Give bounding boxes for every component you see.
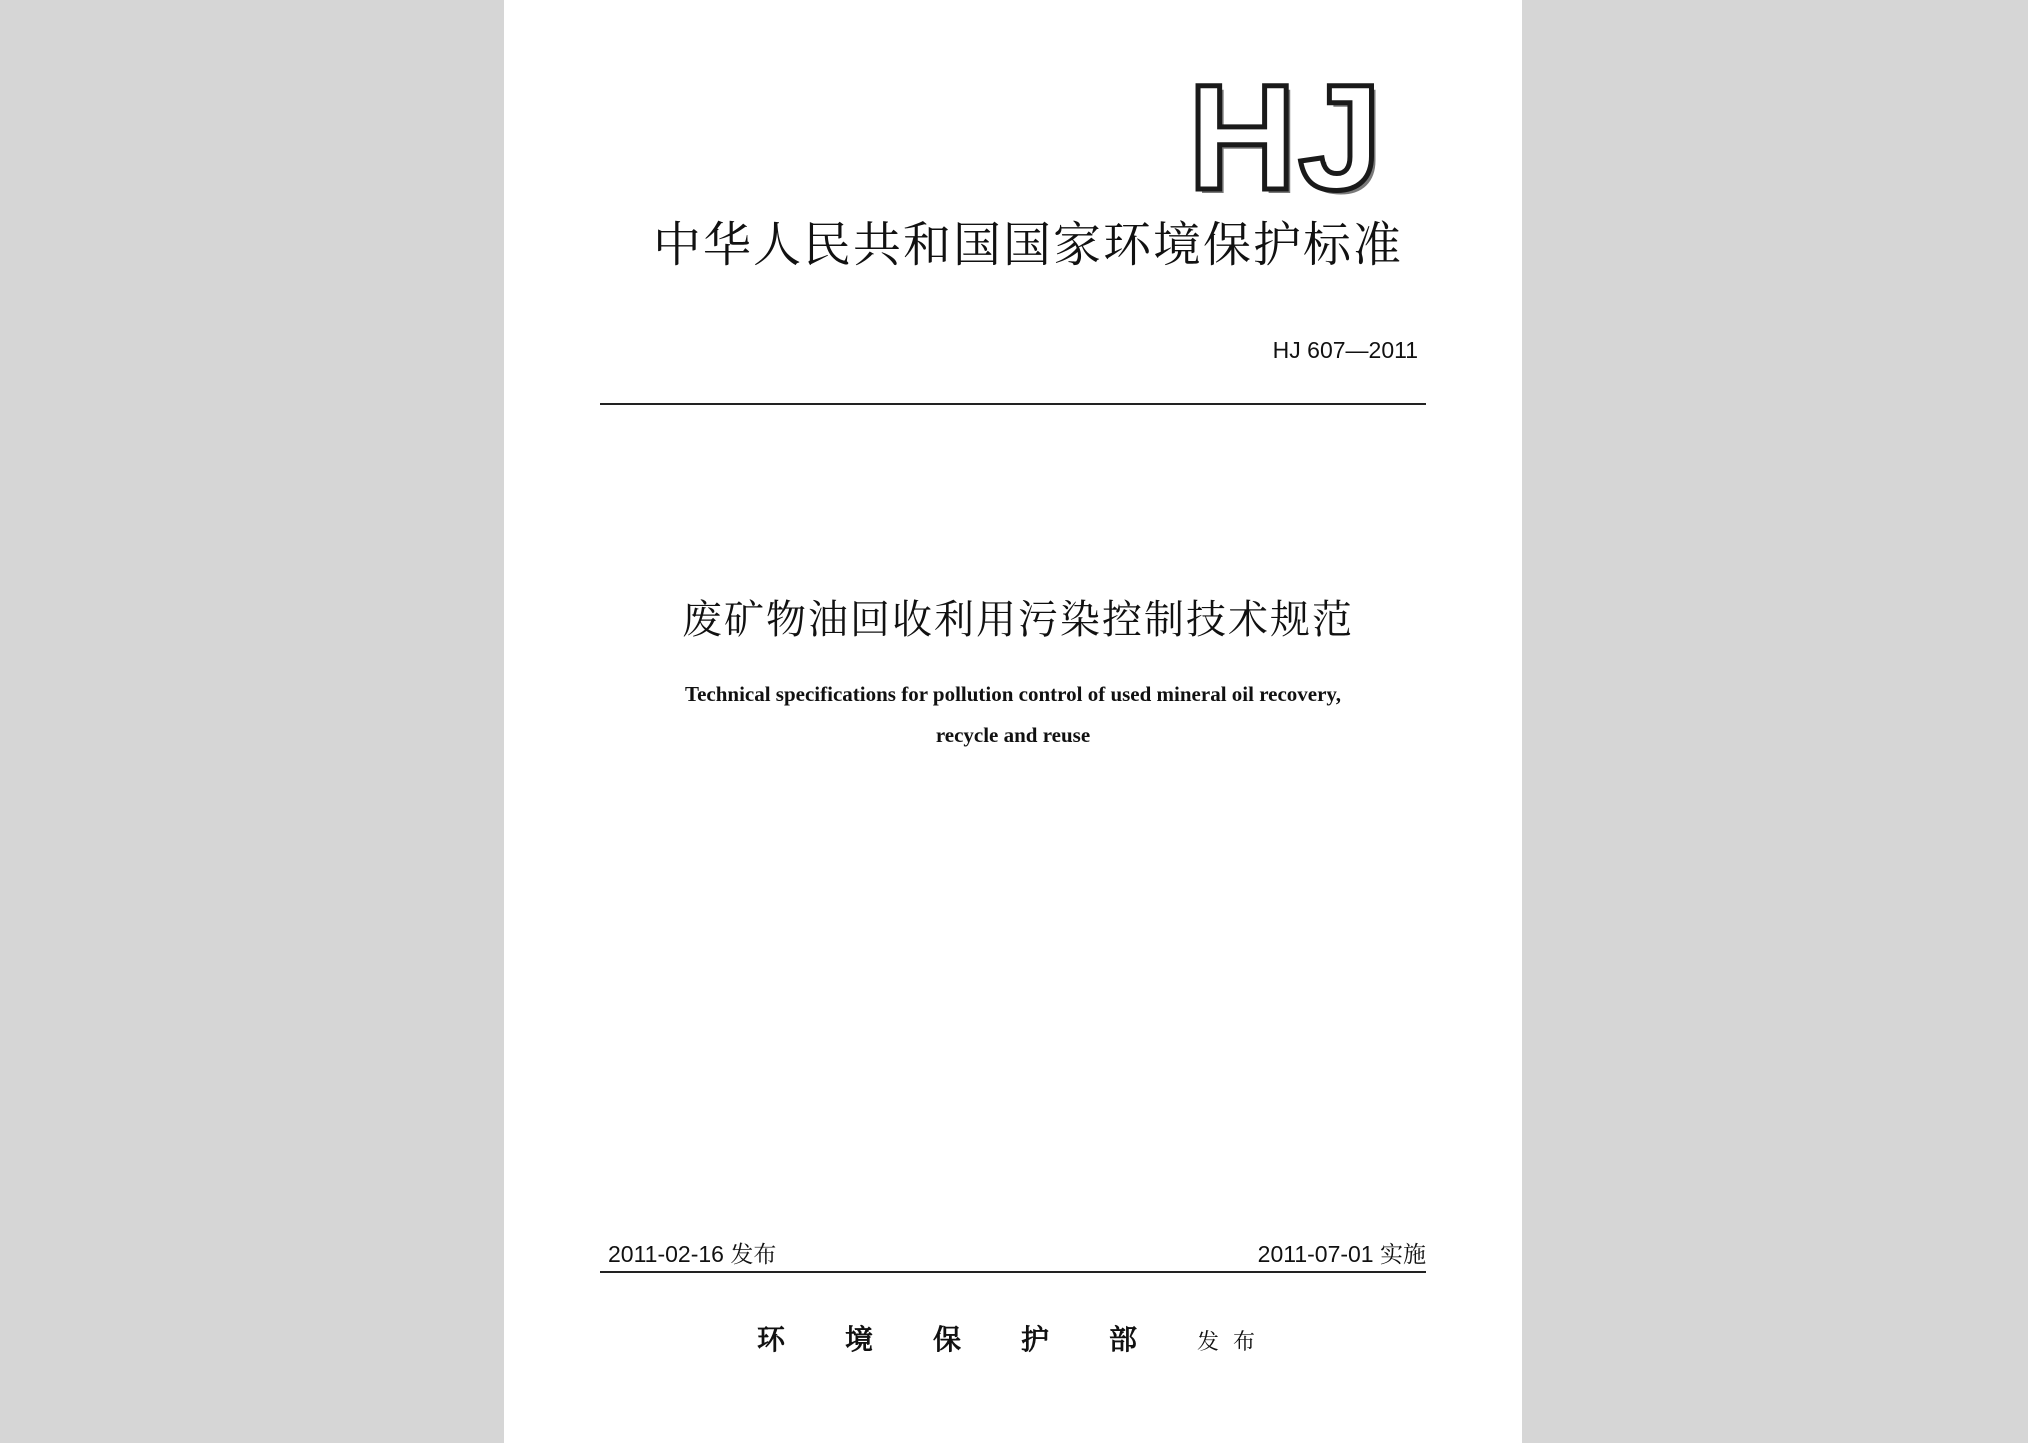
document-title-english-line1: Technical specifications for pollution control of used mineral oil recovery, (684, 682, 1342, 706)
publisher-name: 环境保护部 (756, 1323, 1197, 1356)
document-title-english (504, 674, 1522, 756)
implementation-date: 2011-07-01 实施 (1257, 1241, 1426, 1267)
document-title-english-line2: recycle and reuse (935, 723, 1091, 747)
date-row (600, 1236, 1426, 1272)
publisher-suffix: 发布 (1197, 1330, 1270, 1355)
bottom-divider (600, 1271, 1426, 1273)
hj-logo: HJ (1188, 53, 1384, 221)
org-title: 中华人民共和国国家环境保护标准 (652, 217, 1403, 273)
standard-number: HJ 607—2011 (1272, 337, 1418, 363)
issue-date: 2011-02-16 发布 (608, 1241, 777, 1267)
document-title-chinese: 废矿物油回收利用污染控制技术规范 (682, 597, 1354, 643)
publisher (504, 1318, 1522, 1358)
top-divider (600, 403, 1426, 405)
document-page (504, 0, 1522, 1443)
